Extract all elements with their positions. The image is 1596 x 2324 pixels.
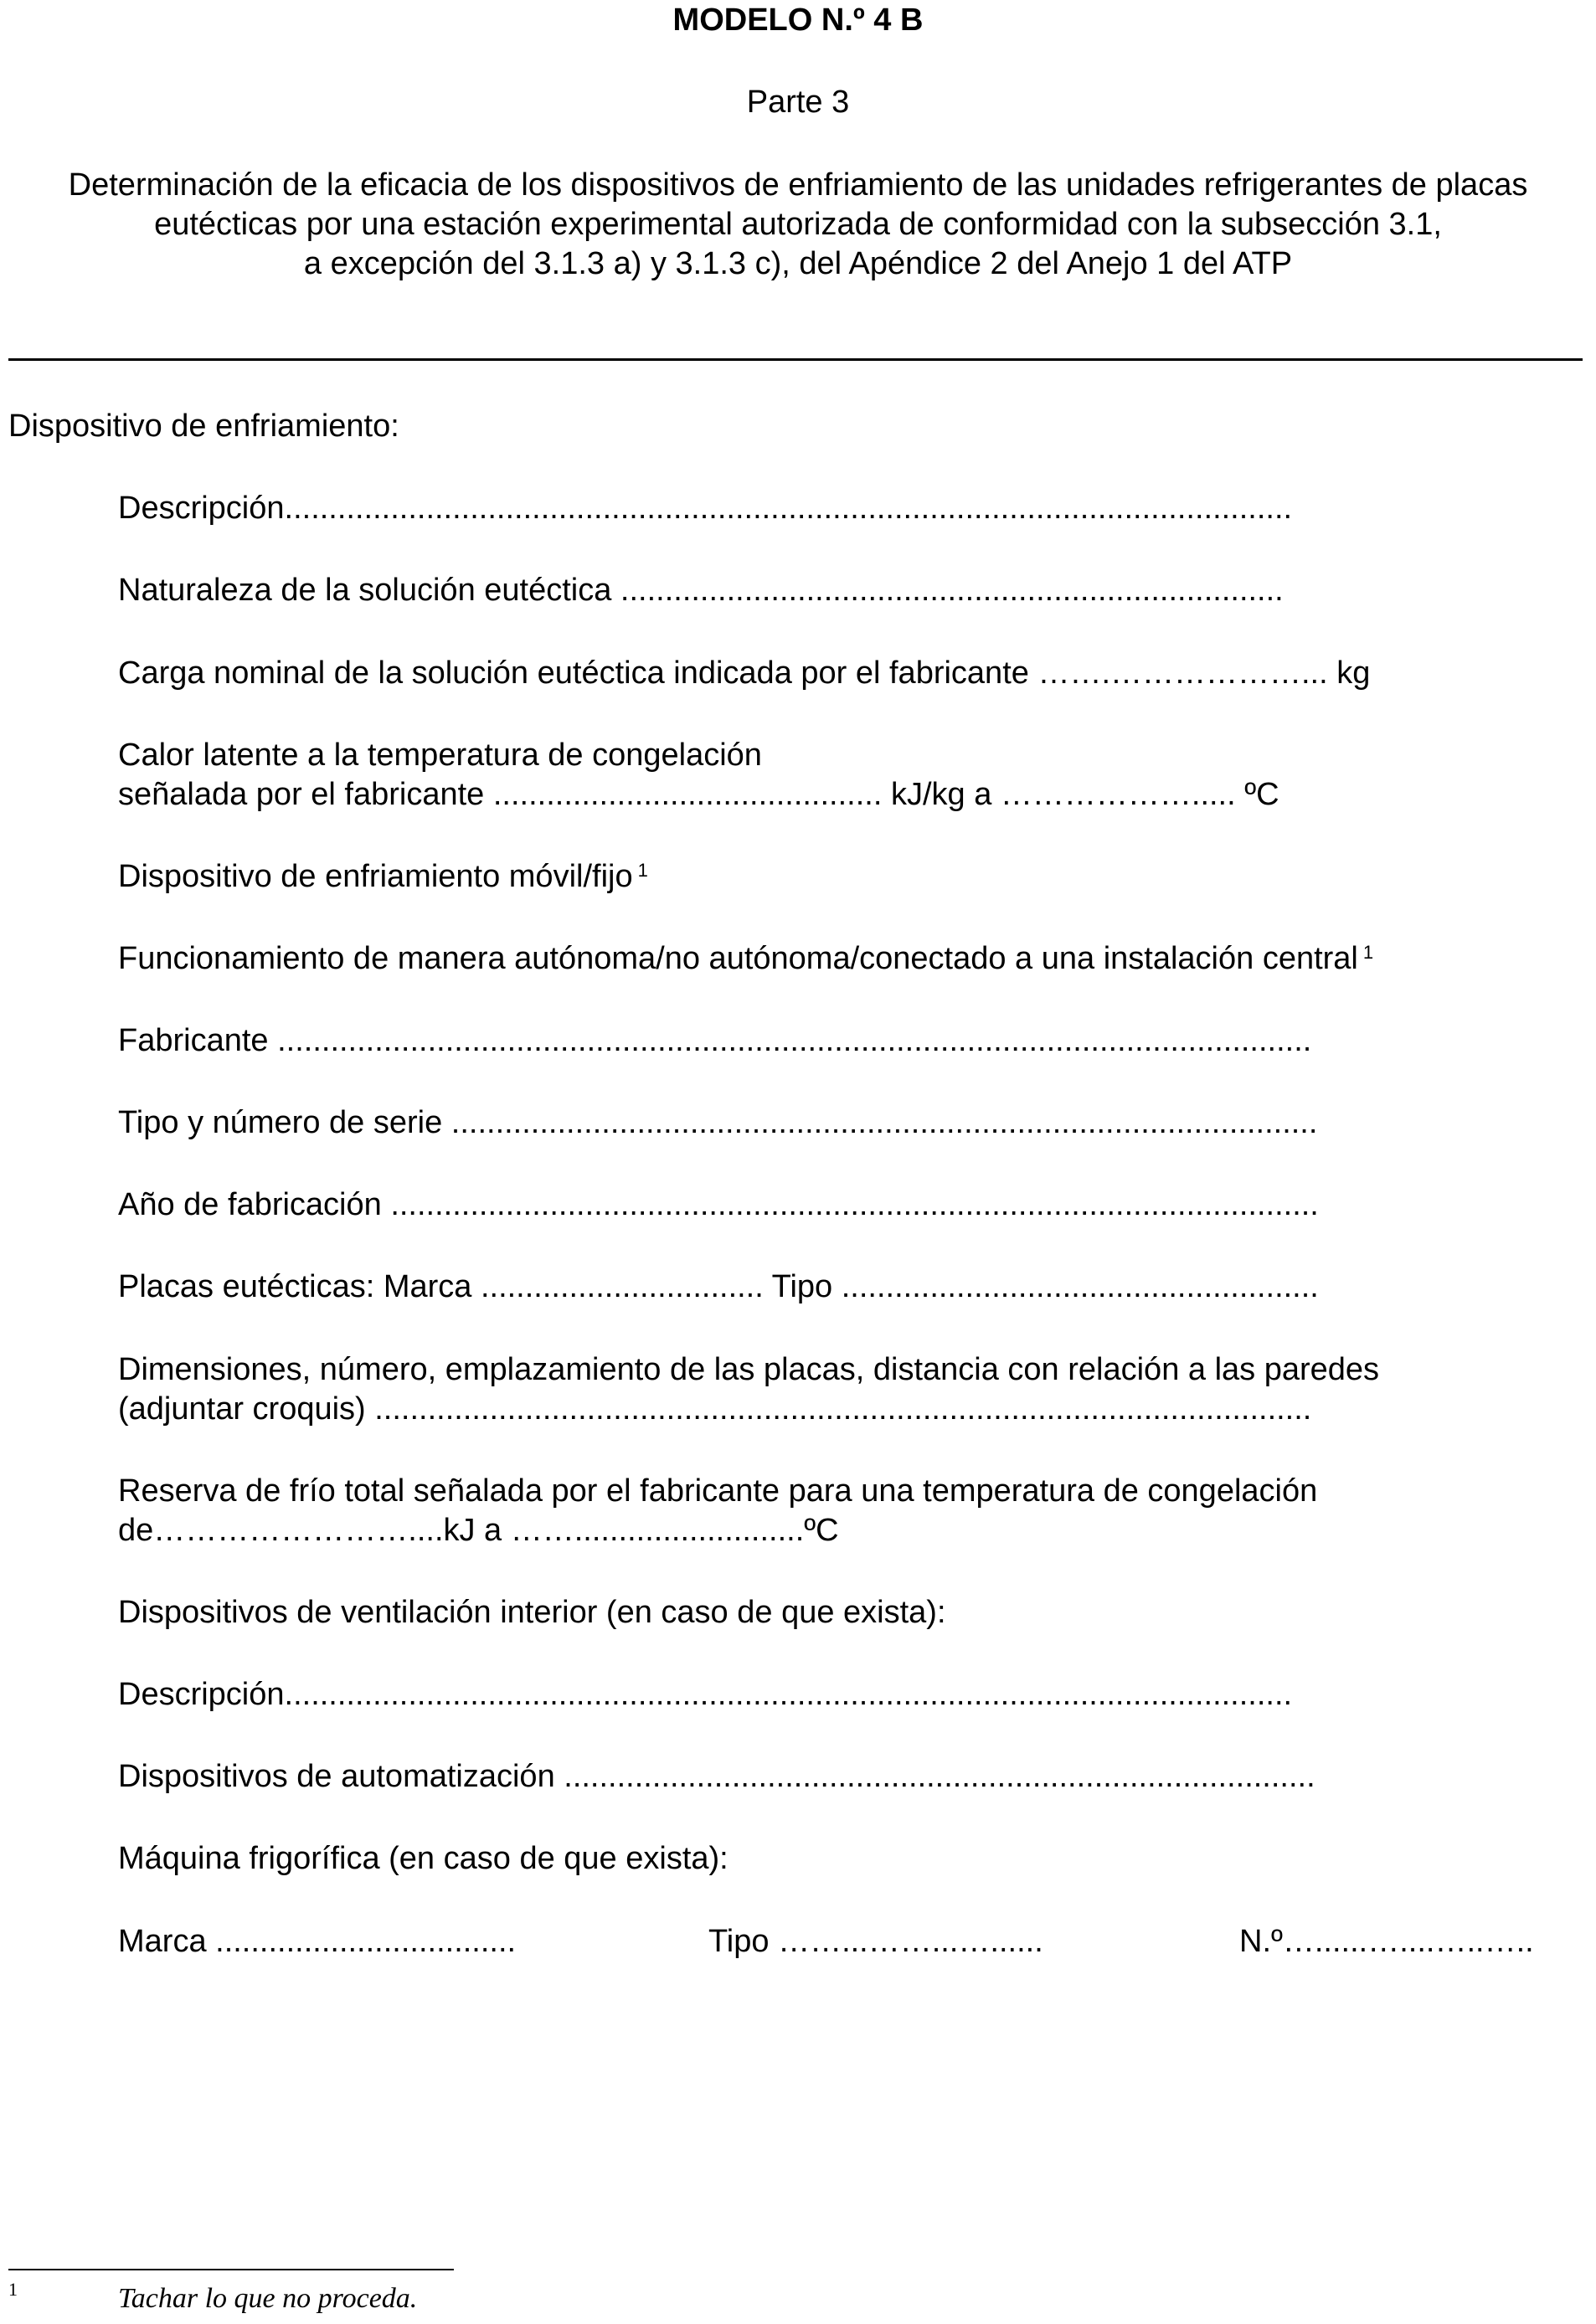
section-title-maquina: Máquina frigorífica (en caso de que exista): [118,1841,728,1876]
field-anio-fabricacion[interactable]: Año de fabricación ......................................................................................................... [118,1187,1319,1222]
field-placas-eutecticas[interactable]: Placas eutécticas: Marca ................................ Tipo ...................................................... [118,1269,1319,1304]
heading-line: Determinación de la eficacia de los dispositivos de enfriamiento de las unidades refrigerantes de placas [68,167,1528,203]
field-marca[interactable]: Marca .................................. [118,1924,517,1959]
field-ventilacion-descripcion[interactable]: Descripción.................................................................................................................. [118,1677,1293,1712]
heading-line: eutécticas por una estación experimental autorizada de conformidad con la subsección 3.1, [154,207,1442,242]
footnote-ref: 1 [637,860,648,881]
field-descripcion[interactable]: Descripción.................................................................................................................. [118,491,1293,526]
section-title-cooling-device: Dispositivo de enfriamiento: [8,409,399,444]
section-title-ventilacion: Dispositivos de ventilación interior (en caso de que exista): [118,1595,946,1630]
footnote-divider [8,2269,454,2270]
funcionamiento-label: Funcionamiento de manera autónoma/no autónoma/conectado a una instalación central [118,941,1358,976]
field-tipo-serie[interactable]: Tipo y número de serie .................................................................................................. [118,1105,1318,1140]
footnote-ref: 1 [1362,942,1374,963]
heading-divider [8,358,1583,361]
footnote-number: 1 [8,2279,18,2300]
footnote-text: Tachar lo que no proceda. [118,2283,418,2314]
field-reserva-frio[interactable]: de……………………....kJ a ……..........................ºC [118,1513,839,1548]
field-tipo[interactable]: Tipo ……...……...…...... [708,1924,1043,1959]
field-numero[interactable]: N.º…......…....…..….. [1239,1924,1534,1959]
field-funcionamiento[interactable] [118,939,1373,979]
document-heading [0,166,1596,284]
part-title: Parte 3 [746,85,850,120]
field-carga-nominal[interactable]: Carga nominal de la solución eutéctica indicada por el fabricante …….………………... kg [118,656,1371,691]
label-reserva-frio: Reserva de frío total señalada por el fabricante para una temperatura de congelación [118,1473,1318,1509]
heading-line: a excepción del 3.1.3 a) y 3.1.3 c), del Apéndice 2 del Anejo 1 del ATP [303,246,1293,281]
field-automatizacion[interactable]: Dispositivos de automatización ..................................................................................... [118,1759,1315,1794]
model-title: MODELO N.º 4 B [672,3,924,38]
field-movil-fijo[interactable] [118,857,648,897]
field-naturaleza[interactable]: Naturaleza de la solución eutéctica ........................................................................... [118,573,1284,608]
label-dimensiones: Dimensiones, número, emplazamiento de las placas, distancia con relación a las paredes [118,1352,1380,1387]
field-dimensiones[interactable]: (adjuntar croquis) .......................................................................................................... [118,1391,1312,1427]
movil-fijo-label: Dispositivo de enfriamiento móvil/fijo [118,859,633,894]
label-calor-latente: Calor latente a la temperatura de congelación [118,738,762,773]
field-calor-latente[interactable]: señalada por el fabricante ............................................ kJ/kg a ………………..... ºC [118,777,1279,812]
field-fabricante[interactable]: Fabricante ..................................................................................................................... [118,1023,1312,1058]
